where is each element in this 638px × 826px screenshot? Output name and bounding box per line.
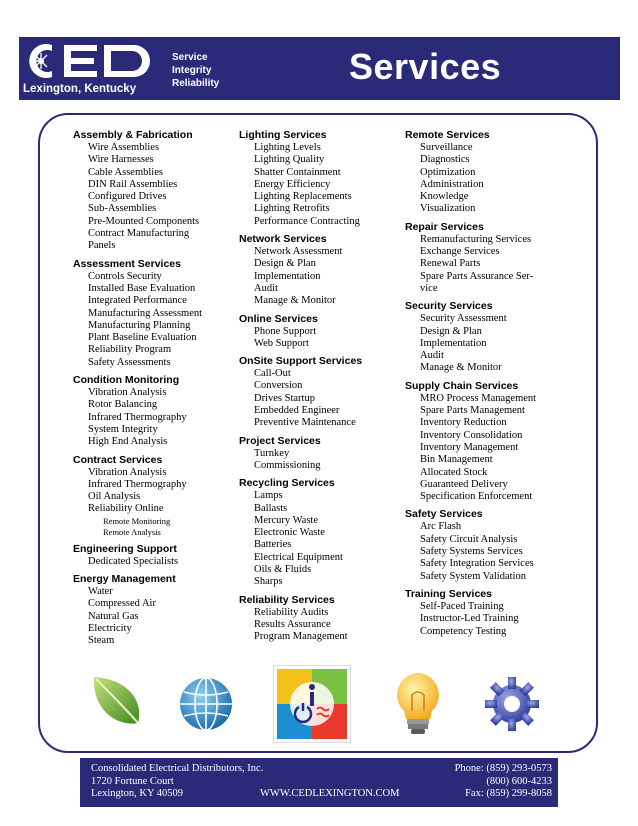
- section-title: Contract Services: [73, 453, 163, 466]
- tagline-integrity: Integrity: [172, 65, 212, 76]
- service-item: Conversion: [254, 380, 303, 392]
- service-item: Infrared Thermography: [88, 411, 187, 423]
- service-item: Electrical Equipment: [254, 551, 343, 563]
- service-item: Administration: [420, 178, 484, 190]
- service-item: Vibration Analysis: [88, 387, 167, 399]
- fax-number: Fax: (859) 299-8058: [465, 788, 552, 799]
- service-item: Manufacturing Planning: [88, 319, 191, 331]
- service-item: Water: [88, 586, 113, 598]
- service-item: Lamps: [254, 490, 283, 502]
- section-title: Engineering Support: [73, 542, 177, 555]
- service-item: Results Assurance: [254, 618, 331, 630]
- service-subitem: Remote Analysis: [103, 526, 161, 537]
- service-item: Manage & Monitor: [420, 362, 502, 374]
- service-item: Program Management: [254, 631, 348, 643]
- service-section: [73, 258, 238, 369]
- service-item: Commissioning: [254, 459, 321, 471]
- service-item: Instructor-Led Training: [420, 613, 519, 625]
- service-item: Wire Assemblies: [88, 142, 160, 153]
- section-title: Reliability Services: [239, 593, 335, 606]
- icon-row: [0, 665, 638, 745]
- section-title: Energy Management: [73, 573, 176, 586]
- section-title: Security Services: [405, 300, 493, 313]
- address-line-2: Lexington, KY 40509: [91, 788, 184, 799]
- ced-logo: [22, 41, 162, 81]
- service-item: Energy Efficiency: [254, 178, 331, 190]
- services-column-2: [239, 129, 404, 649]
- leaf-icon: [88, 671, 146, 729]
- section-title: Training Services: [405, 587, 492, 600]
- service-item: Competency Testing: [420, 625, 507, 637]
- service-item: Lighting Retrofits: [254, 203, 330, 215]
- service-section: [73, 543, 238, 568]
- service-item: Renewal Parts: [420, 258, 481, 270]
- service-item: Web Support: [254, 337, 309, 349]
- service-item: Performance Contracting: [254, 215, 360, 227]
- footer-contacts: [455, 763, 552, 801]
- service-item: Allocated Stock: [420, 466, 488, 478]
- globe-icon: [178, 676, 234, 732]
- service-item: Configured Drives: [88, 191, 167, 203]
- service-item: Controls Security: [88, 270, 162, 282]
- service-item: Manufacturing Assessment: [88, 307, 203, 319]
- service-item: MRO Process Management: [420, 392, 537, 404]
- service-item: Guaranteed Delivery: [420, 478, 508, 490]
- service-item: Embedded Engineer: [254, 405, 340, 417]
- section-title: Remote Services: [405, 129, 490, 141]
- service-item: Surveillance: [420, 142, 473, 153]
- service-item: Inventory Consolidation: [420, 429, 523, 441]
- footer-banner: [80, 758, 558, 807]
- service-section: [405, 221, 585, 295]
- service-item: Lighting Quality: [254, 154, 325, 166]
- footer-address: [91, 763, 263, 801]
- service-item: High End Analysis: [88, 436, 168, 448]
- section-title: Safety Services: [405, 508, 483, 521]
- service-item: Steam: [88, 635, 115, 647]
- service-item: Safety Assessments: [88, 356, 171, 368]
- toll-free-number: (800) 600-4233: [486, 775, 552, 787]
- service-section: [405, 380, 585, 504]
- service-section: [405, 588, 585, 638]
- service-item: Safety Circuit Analysis: [420, 533, 518, 545]
- service-item: Dedicated Specialists: [88, 555, 179, 567]
- service-item: Batteries: [254, 539, 292, 551]
- section-title: Condition Monitoring: [73, 374, 180, 387]
- service-item: Audit: [254, 282, 278, 294]
- section-title: Project Services: [239, 434, 321, 447]
- service-item: Natural Gas: [88, 610, 139, 622]
- lightbulb-icon: [392, 671, 444, 737]
- service-item: Design & Plan: [420, 325, 482, 337]
- service-item: Implementation: [420, 337, 487, 349]
- service-section: [73, 129, 238, 253]
- service-item: Sharps: [254, 576, 283, 588]
- service-item: Contract Manufacturing: [88, 228, 190, 240]
- service-item: Inventory Reduction: [420, 417, 507, 429]
- service-item: Wire Harnesses: [88, 154, 154, 166]
- service-item: Lighting Replacements: [254, 191, 352, 203]
- service-item: Integrated Performance: [88, 295, 187, 307]
- service-section: [239, 129, 404, 228]
- page-title: Services: [349, 46, 502, 87]
- service-item: Reliability Audits: [254, 606, 329, 618]
- service-item: Lighting Levels: [254, 142, 321, 153]
- service-item: Infrared Thermography: [88, 478, 187, 490]
- info-power-icon: [273, 665, 351, 743]
- service-item: Plant Baseline Evaluation: [88, 332, 197, 344]
- service-item: Oils & Fluids: [254, 564, 312, 576]
- service-section: [73, 454, 238, 538]
- service-item: Call-Out: [254, 368, 291, 380]
- tagline-reliability: Reliability: [172, 78, 220, 89]
- service-section: [239, 313, 404, 351]
- section-title: Supply Chain Services: [405, 379, 519, 392]
- service-item: Remanufacturing Services: [420, 233, 532, 245]
- services-column-1: [73, 129, 238, 653]
- service-section: [73, 374, 238, 448]
- location-label: Lexington, Kentucky: [23, 83, 137, 95]
- section-title: Online Services: [239, 312, 318, 325]
- service-item: Pre-Mounted Components: [88, 215, 200, 227]
- phone-number: Phone: (859) 293-0573: [454, 763, 552, 774]
- header-banner: [19, 37, 620, 100]
- service-item: Reliability Online: [88, 503, 164, 515]
- service-item: Oil Analysis: [88, 491, 141, 503]
- service-item: vice: [420, 282, 438, 294]
- service-subitem: Remote Monitoring: [103, 515, 171, 526]
- service-item: Compressed Air: [88, 598, 156, 610]
- service-section: [239, 355, 404, 429]
- service-item: Bin Management: [420, 454, 493, 466]
- service-item: Implementation: [254, 270, 321, 282]
- section-title: Assembly & Fabrication: [73, 129, 193, 141]
- service-item: Manage & Monitor: [254, 295, 336, 307]
- service-item: Safety Systems Services: [420, 546, 523, 558]
- service-item: Diagnostics: [420, 154, 470, 166]
- service-item: Electricity: [88, 622, 132, 634]
- gear-icon: [484, 676, 540, 732]
- service-item: Spare Parts Management: [420, 405, 525, 417]
- service-item: Optimization: [420, 166, 476, 178]
- service-item: Safety System Validation: [420, 570, 526, 582]
- service-item: Vibration Analysis: [88, 466, 167, 478]
- section-title: Repair Services: [405, 220, 484, 233]
- address-line-1: 1720 Fortune Court: [91, 775, 174, 787]
- service-item: Phone Support: [254, 325, 317, 337]
- service-item: Audit: [420, 350, 444, 362]
- service-item: DIN Rail Assemblies: [88, 178, 178, 190]
- service-item: Visualization: [420, 203, 476, 215]
- services-column-3: [405, 129, 585, 643]
- service-section: [239, 233, 404, 307]
- service-item: Knowledge: [420, 191, 469, 203]
- service-item: Electronic Waste: [254, 527, 325, 539]
- service-item: Rotor Balancing: [88, 399, 158, 411]
- service-item: Panels: [88, 240, 116, 252]
- service-section: [239, 477, 404, 588]
- service-item: Network Assessment: [254, 246, 343, 258]
- section-title: Recycling Services: [239, 477, 335, 490]
- service-item: Installed Base Evaluation: [88, 282, 196, 294]
- section-title: Assessment Services: [73, 257, 181, 270]
- service-section: [405, 129, 585, 216]
- service-item: Reliability Program: [88, 344, 172, 356]
- service-item: Spare Parts Assurance Ser-: [420, 270, 534, 282]
- service-item: Specification Enforcement: [420, 491, 533, 503]
- service-item: Exchange Services: [420, 246, 500, 258]
- service-item: Shatter Containment: [254, 166, 341, 178]
- section-title: OnSite Support Services: [239, 355, 363, 368]
- service-item: Design & Plan: [254, 258, 316, 270]
- section-title: Lighting Services: [239, 129, 327, 141]
- service-item: Ballasts: [254, 502, 288, 514]
- service-item: Mercury Waste: [254, 514, 318, 526]
- tagline-service: Service: [172, 52, 208, 63]
- service-item: Turnkey: [254, 447, 290, 459]
- service-item: Self-Paced Training: [420, 600, 504, 612]
- service-item: Sub-Assemblies: [88, 203, 157, 215]
- website-link[interactable]: WWW.CEDLEXINGTON.COM: [260, 788, 400, 799]
- service-item: Cable Assemblies: [88, 166, 163, 178]
- service-item: Arc Flash: [420, 521, 462, 533]
- service-item: Security Assessment: [420, 313, 507, 325]
- service-section: [239, 435, 404, 473]
- section-title: Network Services: [239, 233, 327, 246]
- service-section: [239, 594, 404, 644]
- service-section: [405, 300, 585, 374]
- service-section: [73, 573, 238, 647]
- service-item: Drives Startup: [254, 392, 315, 404]
- service-section: [405, 508, 585, 582]
- service-item: System Integrity: [88, 423, 158, 435]
- service-item: Preventive Maintenance: [254, 417, 356, 429]
- service-item: Safety Integration Services: [420, 558, 534, 570]
- service-item: Inventory Management: [420, 441, 519, 453]
- company-name: Consolidated Electrical Distributors, Inc.: [91, 763, 264, 774]
